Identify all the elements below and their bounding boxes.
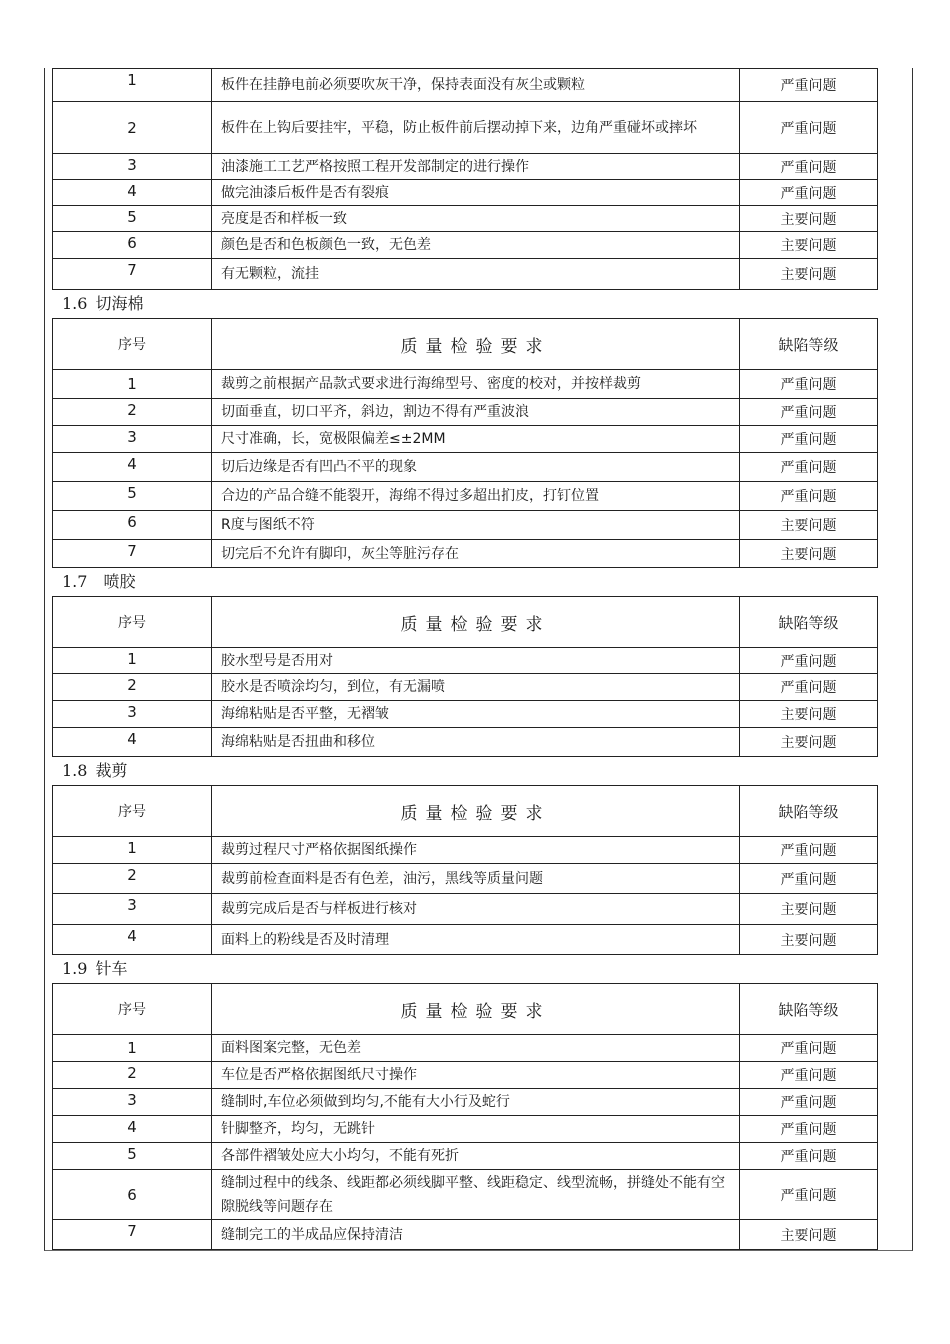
row-number: 5 bbox=[53, 1143, 212, 1170]
table-row bbox=[53, 1170, 878, 1220]
document-content bbox=[52, 68, 877, 1250]
inspection-table bbox=[52, 983, 878, 1250]
header-seq: 序号 bbox=[53, 597, 212, 648]
row-number: 1 bbox=[53, 69, 212, 102]
section-name: 切海棉 bbox=[95, 294, 144, 313]
row-requirement: 亮度是否和样板一致 bbox=[212, 206, 740, 232]
table-row bbox=[53, 1062, 878, 1089]
table-row bbox=[53, 69, 878, 102]
header-requirement: 质量检验要求 bbox=[212, 597, 740, 648]
row-defect-level: 主要问题 bbox=[740, 925, 878, 955]
row-number: 5 bbox=[53, 482, 212, 511]
row-requirement: 颜色是否和色板颜色一致，无色差 bbox=[212, 232, 740, 259]
table-row bbox=[53, 540, 878, 568]
section-name: 裁剪 bbox=[95, 761, 128, 780]
table-row bbox=[53, 864, 878, 894]
table-row bbox=[53, 728, 878, 757]
table-row bbox=[53, 1220, 878, 1250]
row-defect-level: 严重问题 bbox=[740, 1143, 878, 1170]
header-defect-level: 缺陷等级 bbox=[740, 786, 878, 837]
row-requirement: 缝制过程中的线条、线距都必须线脚平整、线距稳定、线型流畅，拼缝处不能有空隙脱线等问题存在 bbox=[212, 1170, 740, 1220]
row-requirement: 切面垂直，切口平齐，斜边，割边不得有严重波浪 bbox=[212, 399, 740, 426]
row-requirement: 裁剪过程尺寸严格依据图纸操作 bbox=[212, 837, 740, 864]
row-defect-level: 严重问题 bbox=[740, 69, 878, 102]
row-requirement: 尺寸准确，长，宽极限偏差≤±2MM bbox=[212, 426, 740, 453]
row-number: 2 bbox=[53, 102, 212, 154]
row-requirement: 裁剪完成后是否与样板进行核对 bbox=[212, 894, 740, 925]
table-row bbox=[53, 102, 878, 154]
header-requirement: 质量检验要求 bbox=[212, 319, 740, 370]
section-number: 1.6 bbox=[62, 294, 88, 313]
table-row bbox=[53, 837, 878, 864]
row-defect-level: 严重问题 bbox=[740, 453, 878, 482]
row-defect-level: 严重问题 bbox=[740, 1062, 878, 1089]
row-defect-level: 严重问题 bbox=[740, 837, 878, 864]
row-number: 2 bbox=[53, 674, 212, 701]
row-requirement: 板件在上钩后要挂牢，平稳，防止板件前后摆动掉下来，边角严重碰坏或摔坏 bbox=[212, 102, 740, 154]
section-title bbox=[52, 955, 877, 983]
row-number: 3 bbox=[53, 426, 212, 453]
table-row bbox=[53, 894, 878, 925]
row-number: 3 bbox=[53, 894, 212, 925]
row-defect-level: 严重问题 bbox=[740, 102, 878, 154]
row-requirement: 胶水型号是否用对 bbox=[212, 648, 740, 674]
row-number: 4 bbox=[53, 728, 212, 757]
inspection-table bbox=[52, 785, 878, 955]
header-requirement: 质量检验要求 bbox=[212, 786, 740, 837]
table-row bbox=[53, 925, 878, 955]
row-defect-level: 主要问题 bbox=[740, 728, 878, 757]
row-requirement: 缝制时,车位必须做到均匀,不能有大小行及蛇行 bbox=[212, 1089, 740, 1116]
row-defect-level: 严重问题 bbox=[740, 482, 878, 511]
row-number: 3 bbox=[53, 701, 212, 728]
row-number: 5 bbox=[53, 206, 212, 232]
row-defect-level: 严重问题 bbox=[740, 180, 878, 206]
row-requirement: 面料上的粉线是否及时清理 bbox=[212, 925, 740, 955]
inspection-table bbox=[52, 596, 878, 757]
row-number: 3 bbox=[53, 1089, 212, 1116]
section-title bbox=[52, 757, 877, 785]
table-row bbox=[53, 701, 878, 728]
row-number: 7 bbox=[53, 1220, 212, 1250]
row-number: 1 bbox=[53, 837, 212, 864]
row-defect-level: 严重问题 bbox=[740, 399, 878, 426]
row-number: 7 bbox=[53, 259, 212, 290]
table-row bbox=[53, 648, 878, 674]
table-row bbox=[53, 1089, 878, 1116]
table-row bbox=[53, 511, 878, 540]
section-number: 1.7 bbox=[62, 572, 88, 591]
row-requirement: 缝制完工的半成品应保持清洁 bbox=[212, 1220, 740, 1250]
row-defect-level: 主要问题 bbox=[740, 701, 878, 728]
table-row bbox=[53, 453, 878, 482]
row-number: 3 bbox=[53, 154, 212, 180]
row-number: 2 bbox=[53, 399, 212, 426]
row-defect-level: 严重问题 bbox=[740, 648, 878, 674]
row-requirement: R度与图纸不符 bbox=[212, 511, 740, 540]
row-defect-level: 严重问题 bbox=[740, 1035, 878, 1062]
table-row bbox=[53, 154, 878, 180]
section-number: 1.8 bbox=[62, 761, 88, 780]
inspection-table bbox=[52, 318, 878, 568]
row-number: 4 bbox=[53, 180, 212, 206]
row-defect-level: 严重问题 bbox=[740, 864, 878, 894]
row-defect-level: 严重问题 bbox=[740, 674, 878, 701]
header-seq: 序号 bbox=[53, 984, 212, 1035]
row-requirement: 裁剪前检查面料是否有色差，油污，黑线等质量问题 bbox=[212, 864, 740, 894]
table-row bbox=[53, 426, 878, 453]
table-header-row bbox=[53, 984, 878, 1035]
header-defect-level: 缺陷等级 bbox=[740, 319, 878, 370]
table-header-row bbox=[53, 597, 878, 648]
table-row bbox=[53, 674, 878, 701]
table-header-row bbox=[53, 319, 878, 370]
row-defect-level: 严重问题 bbox=[740, 1170, 878, 1220]
row-defect-level: 严重问题 bbox=[740, 1116, 878, 1143]
table-row bbox=[53, 1035, 878, 1062]
table-row bbox=[53, 370, 878, 399]
row-number: 7 bbox=[53, 540, 212, 568]
header-seq: 序号 bbox=[53, 786, 212, 837]
table-row bbox=[53, 180, 878, 206]
row-requirement: 板件在挂静电前必须要吹灰干净，保持表面没有灰尘或颗粒 bbox=[212, 69, 740, 102]
row-requirement: 胶水是否喷涂均匀，到位，有无漏喷 bbox=[212, 674, 740, 701]
table-row bbox=[53, 232, 878, 259]
row-requirement: 合边的产品合缝不能裂开，海绵不得过多超出扪皮，打钉位置 bbox=[212, 482, 740, 511]
header-seq: 序号 bbox=[53, 319, 212, 370]
row-requirement: 面料图案完整，无色差 bbox=[212, 1035, 740, 1062]
row-number: 1 bbox=[53, 1035, 212, 1062]
row-defect-level: 严重问题 bbox=[740, 370, 878, 399]
row-requirement: 切完后不允许有脚印，灰尘等脏污存在 bbox=[212, 540, 740, 568]
row-defect-level: 主要问题 bbox=[740, 206, 878, 232]
header-requirement: 质量检验要求 bbox=[212, 984, 740, 1035]
row-number: 2 bbox=[53, 1062, 212, 1089]
table-row bbox=[53, 399, 878, 426]
row-number: 4 bbox=[53, 925, 212, 955]
header-defect-level: 缺陷等级 bbox=[740, 984, 878, 1035]
section-name: 针车 bbox=[95, 959, 128, 978]
row-requirement: 各部件褶皱处应大小均匀，不能有死折 bbox=[212, 1143, 740, 1170]
row-number: 4 bbox=[53, 453, 212, 482]
row-number: 4 bbox=[53, 1116, 212, 1143]
row-number: 6 bbox=[53, 1170, 212, 1220]
table-row bbox=[53, 206, 878, 232]
row-number: 6 bbox=[53, 232, 212, 259]
section-name: 喷胶 bbox=[103, 572, 136, 591]
table-header-row bbox=[53, 786, 878, 837]
table-row bbox=[53, 259, 878, 290]
row-defect-level: 主要问题 bbox=[740, 540, 878, 568]
row-number: 1 bbox=[53, 648, 212, 674]
section-number: 1.9 bbox=[62, 959, 88, 978]
row-defect-level: 严重问题 bbox=[740, 1089, 878, 1116]
row-defect-level: 主要问题 bbox=[740, 232, 878, 259]
section-title bbox=[52, 568, 877, 596]
row-requirement: 海绵粘贴是否扭曲和移位 bbox=[212, 728, 740, 757]
row-requirement: 切后边缘是否有凹凸不平的现象 bbox=[212, 453, 740, 482]
table-row bbox=[53, 1116, 878, 1143]
table-row bbox=[53, 1143, 878, 1170]
row-defect-level: 主要问题 bbox=[740, 1220, 878, 1250]
row-requirement: 裁剪之前根据产品款式要求进行海绵型号、密度的校对，并按样裁剪 bbox=[212, 370, 740, 399]
row-defect-level: 严重问题 bbox=[740, 154, 878, 180]
row-requirement: 油漆施工工艺严格按照工程开发部制定的进行操作 bbox=[212, 154, 740, 180]
row-defect-level: 严重问题 bbox=[740, 426, 878, 453]
row-defect-level: 主要问题 bbox=[740, 259, 878, 290]
table-row bbox=[53, 482, 878, 511]
row-requirement: 针脚整齐，均匀，无跳针 bbox=[212, 1116, 740, 1143]
row-number: 6 bbox=[53, 511, 212, 540]
inspection-table-continued bbox=[52, 68, 878, 290]
row-number: 2 bbox=[53, 864, 212, 894]
row-requirement: 有无颗粒，流挂 bbox=[212, 259, 740, 290]
row-requirement: 车位是否严格依据图纸尺寸操作 bbox=[212, 1062, 740, 1089]
row-number: 1 bbox=[53, 370, 212, 399]
header-defect-level: 缺陷等级 bbox=[740, 597, 878, 648]
section-title bbox=[52, 290, 877, 318]
row-requirement: 海绵粘贴是否平整，无褶皱 bbox=[212, 701, 740, 728]
row-defect-level: 主要问题 bbox=[740, 894, 878, 925]
row-requirement: 做完油漆后板件是否有裂痕 bbox=[212, 180, 740, 206]
row-defect-level: 主要问题 bbox=[740, 511, 878, 540]
